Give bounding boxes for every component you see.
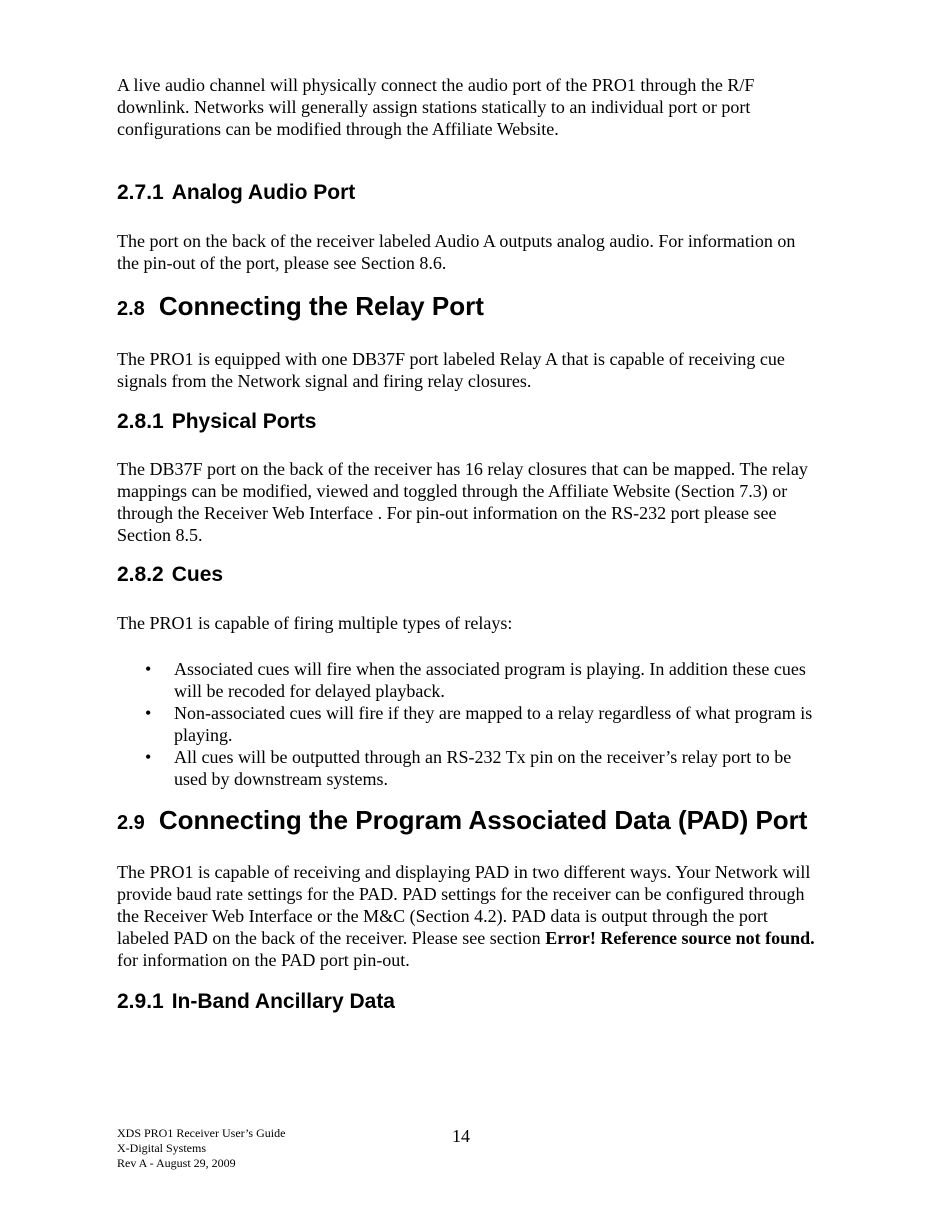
bullet-icon: • xyxy=(145,747,152,767)
list-item-text: All cues will be outputted through an RS-232 Tx pin on the receiver’s relay port to be used by downstream systems. xyxy=(174,747,792,789)
list-item-text: Associated cues will fire when the associated program is playing. In addition these cues will be recoded for delayed playback. xyxy=(174,659,806,701)
pad-port-paragraph xyxy=(117,861,817,971)
heading-number: 2.8.2 xyxy=(117,563,164,586)
heading-number: 2.8.1 xyxy=(117,410,164,433)
page-number: 14 xyxy=(452,1126,470,1146)
pad-text-end: for information on the PAD port pin-out. xyxy=(117,950,410,970)
heading-number: 2.8 xyxy=(117,298,145,320)
footer-company: X-Digital Systems xyxy=(117,1141,206,1155)
heading-title: Cues xyxy=(171,563,224,586)
footer-document-info xyxy=(117,1126,285,1171)
heading-in-band-ancillary-data xyxy=(117,989,817,1015)
cues-list xyxy=(117,658,817,790)
list-item xyxy=(117,702,817,746)
pad-text-start: The PRO1 is capable of receiving and displaying PAD in two different ways. Your Network will provide baud rate settings for the PAD. PAD settings for the receiver can be configured through the Receiver Web Interface or the M&C (Section 4.2). PAD data is output through the port labeled PAD on the back of the receiver. Please see section xyxy=(117,862,811,948)
heading-connecting-pad-port xyxy=(117,804,817,839)
heading-number: 2.7.1 xyxy=(117,181,164,204)
heading-number: 2.9 xyxy=(117,812,145,834)
bullet-icon: • xyxy=(145,659,152,679)
heading-title: In-Band Ancillary Data xyxy=(171,990,395,1013)
document-page xyxy=(117,74,817,1015)
list-item xyxy=(117,658,817,702)
bullet-icon: • xyxy=(145,703,152,723)
analog-audio-paragraph: The port on the back of the receiver labeled Audio A outputs analog audio. For information on the pin-out of the port, please see Section 8.6. xyxy=(117,231,796,273)
heading-analog-audio-port xyxy=(117,180,817,206)
heading-title: Connecting the Program Associated Data (PAD) Port xyxy=(158,805,808,835)
heading-cues xyxy=(117,562,817,588)
cues-paragraph: The PRO1 is capable of firing multiple types of relays: xyxy=(117,613,513,633)
list-item-text: Non-associated cues will fire if they are mapped to a relay regardless of what program is playing. xyxy=(174,703,813,745)
heading-physical-ports xyxy=(117,409,817,435)
footer-guide-title: XDS PRO1 Receiver User’s Guide xyxy=(117,1126,286,1140)
page-footer xyxy=(117,1126,817,1176)
heading-title: Connecting the Relay Port xyxy=(158,291,484,321)
list-item xyxy=(117,746,817,790)
heading-title: Physical Ports xyxy=(171,410,317,433)
relay-port-paragraph: The PRO1 is equipped with one DB37F port labeled Relay A that is capable of receiving cue signals from the Network signal and firing relay closures. xyxy=(117,349,785,391)
heading-connecting-relay-port xyxy=(117,290,817,325)
reference-error-text: Error! Reference source not found. xyxy=(545,928,815,948)
heading-title: Analog Audio Port xyxy=(171,181,356,204)
footer-revision: Rev A - August 29, 2009 xyxy=(117,1156,236,1170)
physical-ports-paragraph: The DB37F port on the back of the receiver has 16 relay closures that can be mapped. The relay mappings can be modified, viewed and toggled through the Affiliate Website (Section 7.3) or through the Receiver Web Interface . For pin-out information on the RS-232 port please see Section 8.5. xyxy=(117,459,808,545)
intro-paragraph: A live audio channel will physically connect the audio port of the PRO1 through the R/F downlink. Networks will generally assign stations statically to an individual port or port configurations can be modified through the Affiliate Website. xyxy=(117,75,755,139)
heading-number: 2.9.1 xyxy=(117,990,164,1013)
